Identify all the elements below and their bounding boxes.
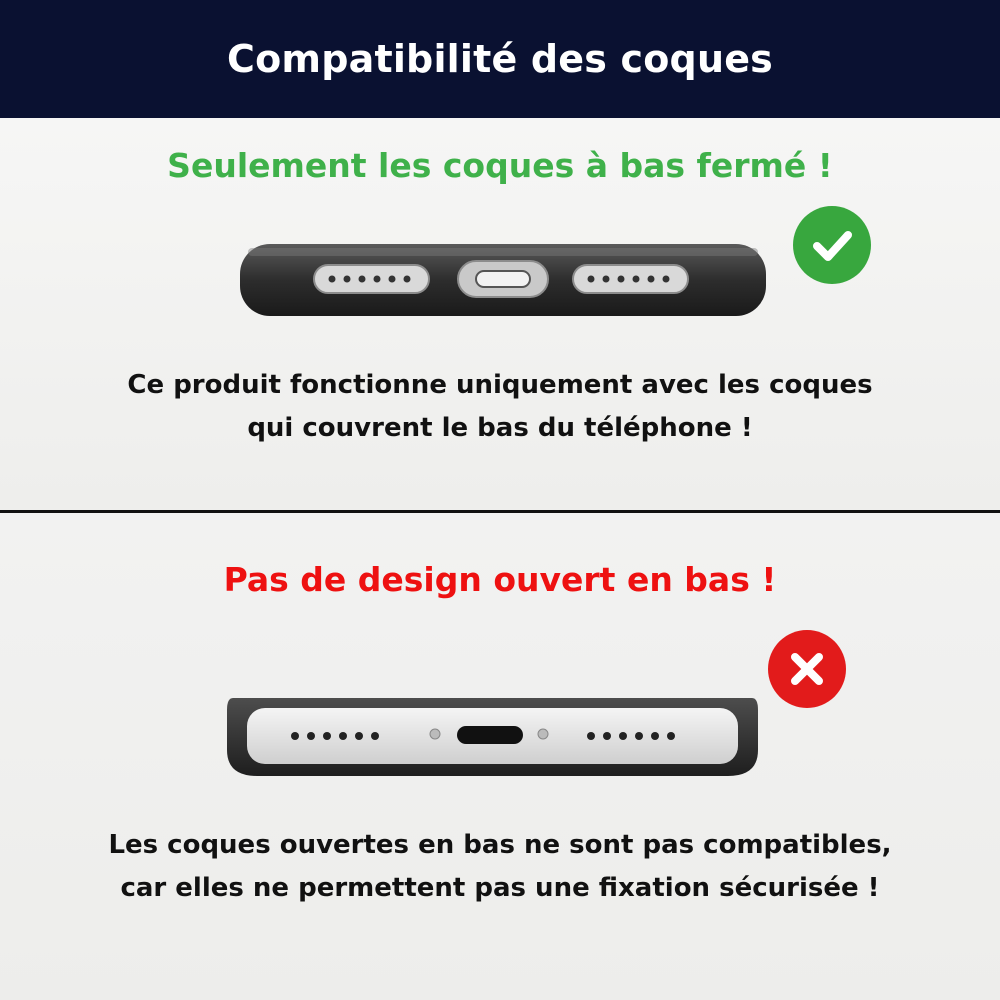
open-bottom-case-image: [225, 690, 760, 780]
page-title: Compatibilité des coques: [227, 37, 773, 81]
compatible-headline: Seulement les coques à bas fermé !: [167, 146, 833, 185]
compatible-description: Ce produit fonctionne uniquement avec les coques qui couvrent le bas du téléphone !: [127, 370, 873, 443]
incompatible-description: Les coques ouvertes en bas ne sont pas compatibles, car elles ne permettent pas une fixation sécurisée !: [108, 830, 892, 903]
header-banner: [0, 0, 1000, 118]
closed-bottom-case-image: [238, 240, 768, 320]
incompatible-headline: Pas de design ouvert en bas !: [223, 560, 777, 599]
check-icon: [793, 206, 871, 284]
cross-icon: [768, 630, 846, 708]
